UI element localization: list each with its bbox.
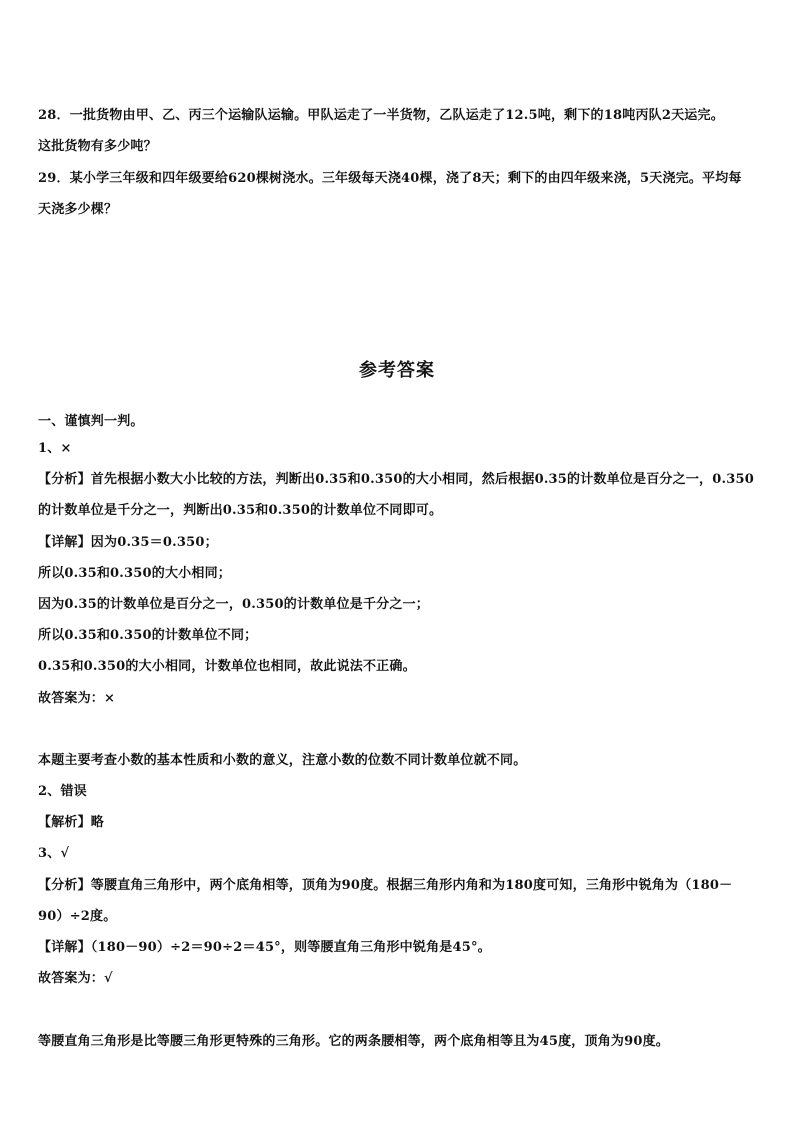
item-1-analysis-line2: 的计数单位是千分之一，判断出0.35和0.350的计数单位不同即可。 <box>38 503 443 518</box>
item-3-summary: 等腰直角三角形是比等腰三角形更特殊的三角形。它的两条腰相等，两个底角相等且为45度，顶角为90度。 <box>38 1034 669 1049</box>
item-1-detail-line: 所以0.35和0.350的大小相同； <box>38 566 231 581</box>
question-28-line2: 这批货物有多少吨？ <box>38 139 157 154</box>
item-1-answer: 故答案为：× <box>38 691 116 706</box>
item-3-detail-line: 【详解】（180－90）÷2＝90÷2＝45°，则等腰直角三角形中锐角是45°。 <box>38 940 491 955</box>
item-1-summary: 本题主要考查小数的基本性质和小数的意义，注意小数的位数不同计数单位就不同。 <box>38 753 527 768</box>
item-1-detail-line: 因为0.35的计数单位是百分之一，0.350的计数单位是千分之一； <box>38 597 429 612</box>
item-1-analysis-line1: 【分析】首先根据小数大小比较的方法，判断出0.35和0.350的大小相同，然后根据0.35的计数单位是百分之一，0.350 <box>38 472 754 487</box>
item-1-detail-line: 所以0.35和0.350的计数单位不同； <box>38 628 258 643</box>
item-3-analysis-line2: 90）÷2度。 <box>38 909 117 924</box>
section-heading: 一、谨慎判一判。 <box>38 414 144 429</box>
question-29-line1: 29．某小学三年级和四年级要给620棵树浇水。三年级每天浇40棵，浇了8天；剩下的由四年级来浇，5天浇完。平均每 <box>38 171 742 186</box>
item-1-number: 1、× <box>38 441 72 456</box>
item-1-detail-line: 【详解】因为0.35＝0.350； <box>38 535 218 550</box>
question-29-line2: 天浇多少棵？ <box>38 202 118 217</box>
question-28-line1: 28．一批货物由甲、乙、丙三个运输队运输。甲队运走了一半货物，乙队运走了12.5吨，剩下的18吨丙队2天运完。 <box>38 108 724 123</box>
item-2-note: 【解析】略 <box>38 815 105 830</box>
item-1-detail-line: 0.35和0.350的大小相同，计数单位也相同，故此说法不正确。 <box>38 659 416 674</box>
item-2-number: 2、错误 <box>38 784 87 799</box>
item-3-analysis-line1: 【分析】等腰直角三角形中，两个底角相等，顶角为90度。根据三角形内角和为180度可知，三角形中锐角为（180－ <box>38 878 733 893</box>
item-3-answer: 故答案为：√ <box>38 971 113 986</box>
item-3-number: 3、√ <box>38 846 70 861</box>
answer-title: 参考答案 <box>359 360 435 381</box>
